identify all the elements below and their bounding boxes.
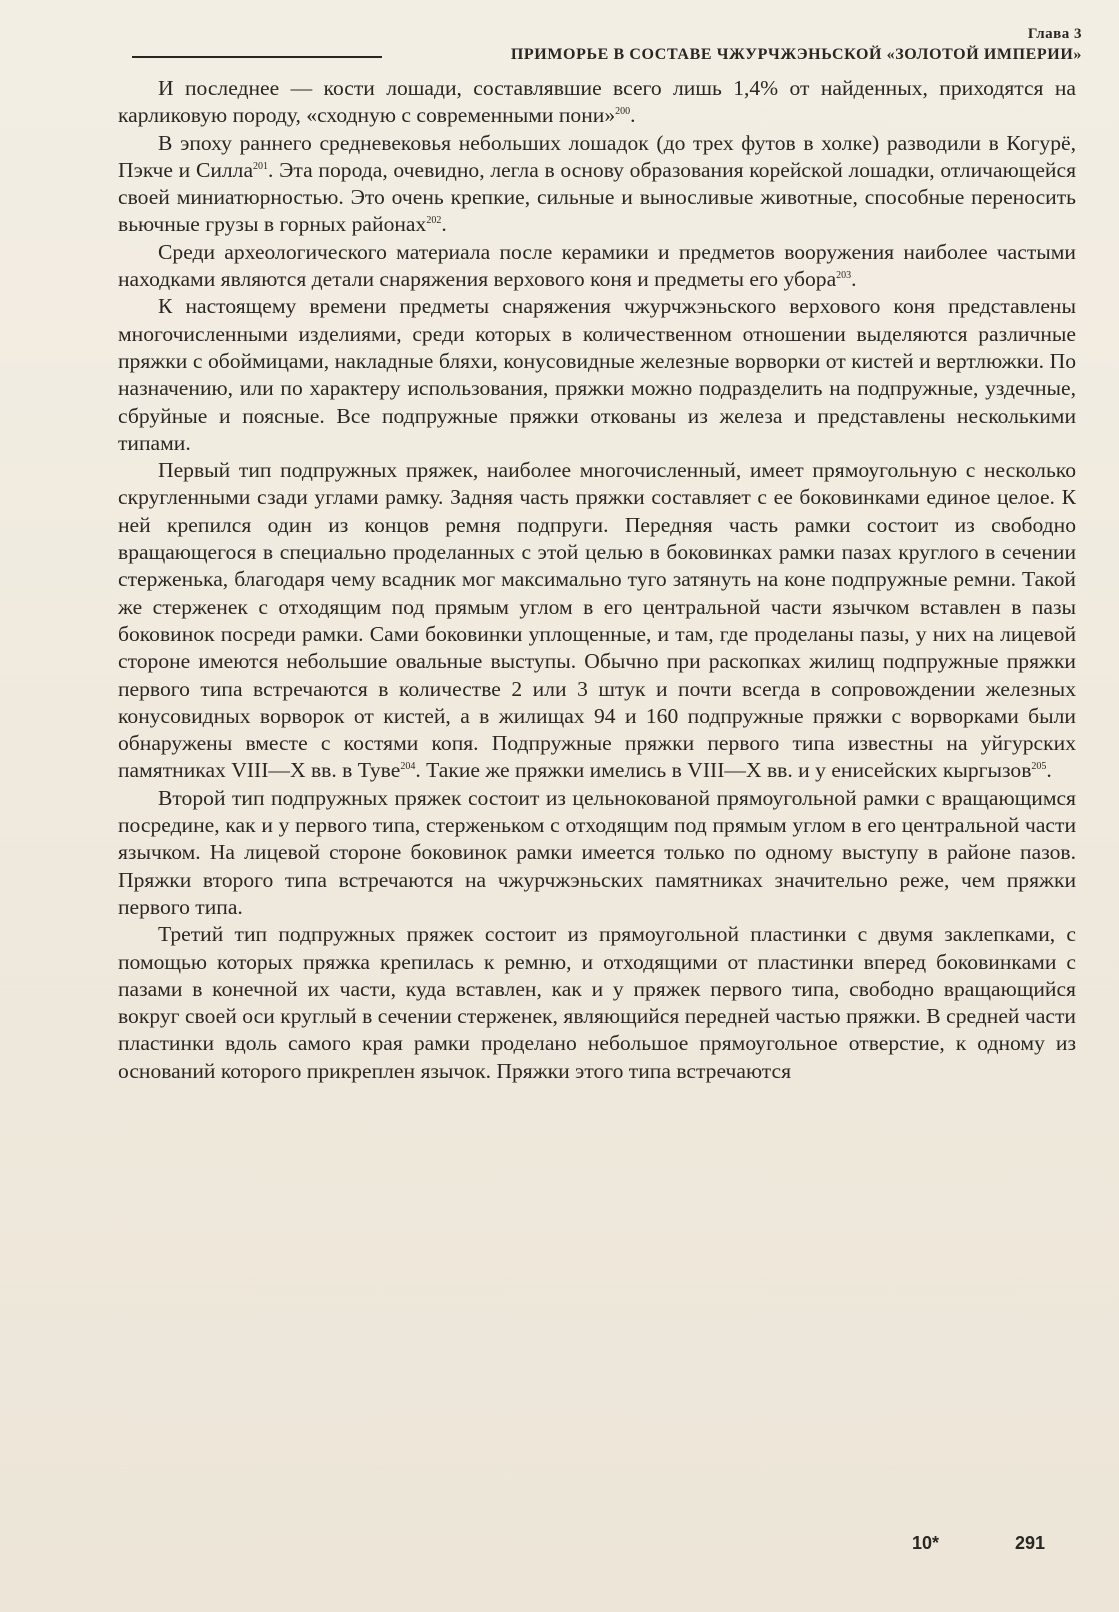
running-title: ПРИМОРЬЕ В СОСТАВЕ ЧЖУРЧЖЭНЬСКОЙ «ЗОЛОТОЙ ИМПЕРИИ»: [510, 46, 1082, 63]
paragraph: В эпоху раннего средневековья небольших лошадок (до трех футов в холке) разводили в Когурё, Пэкче и Силла$^{201}$. Эта порода, очевидно, легла в основу образования корейской лошадки, отличающейся своей миниатюрностью. Это очень крепкие, сильные и выносливые животные, способные переносить вьючные грузы в горных районах$^{202}$.: [118, 130, 1077, 237]
chapter-label: Глава 3: [1027, 26, 1082, 42]
footnote-ref: 204: [400, 761, 416, 773]
paragraph: Среди археологического материала после керамики и предметов вооружения наиболее частыми находками являются детали снаряжения верхового коня и предметы его убора$^{203}$.: [118, 239, 1076, 292]
body-text: [118, 75, 1076, 1085]
paragraph: Второй тип подпружных пряжек состоит из цельнокованой прямоугольной рамки с вращающимся посредине, как и у первого типа, стерженьком с отходящим под прямым углом в его центральной части язычком. На лицевой стороне боковинок рамки имеется только по одному выступу в районе пазов. Пряжки второго типа встречаются на чжурчжэньских памятниках значительно реже, чем пряжки первого типа.: [118, 785, 1076, 919]
page-number: 291: [1015, 1533, 1046, 1553]
footnote-ref: 201: [253, 160, 269, 172]
paragraph: Третий тип подпружных пряжек состоит из прямоугольной пластинки с двумя заклепками, с помощью которых пряжка крепилась к ремню, и отходящими от пластинки вперед боковинками с пазами в конечной их части, куда вставлен, как и у пряжек первого типа, свободно вращающийся вокруг своей оси круглый в сечении стерженек, являющийся передней частью пряжки. В средней части пластинки вдоль самого края рамки проделано небольшое прямоугольное отверстие, к одному из оснований которого прикреплен язычок. Пряжки этого типа встречаются: [118, 922, 1076, 1083]
paragraph: И последнее — кости лошади, составлявшие всего лишь 1,4% от найденных, приходятся на карликовую породу, «сходную с современными пони»$^{200}$.: [118, 76, 1076, 128]
footnote-ref: 203: [836, 269, 852, 281]
footnote-ref: 202: [426, 215, 442, 227]
footnote-ref: 200: [615, 106, 631, 118]
page-header: [132, 22, 1082, 68]
footnote-ref: 205: [1031, 761, 1047, 773]
signature-mark: 10*: [912, 1533, 940, 1553]
header-rule: [132, 56, 382, 58]
paragraph: К настоящему времени предметы снаряжения чжурчжэньского верхового коня представлены многочисленными изделиями, среди которых в количественном отношении выделяются различные пряжки с обоймицами, накладные бляхи, конусовидные железные ворворки от кистей и вертлюжки. По назначению, или по характеру использования, пряжки можно подразделить на подпружные, уздечные, сбруйные и поясные. Все подпружные пряжки откованы из железа и представлены несколькими типами.: [118, 294, 1076, 455]
paragraph: Первый тип подпружных пряжек, наиболее многочисленный, имеет прямоугольную с несколько скругленными сзади углами рамку. Задняя часть пряжки составляет с ее боковинками единое целое. К ней крепился один из концов ремня подпруги. Передняя часть рамки состоит из свободно вращающегося в специально проделанных с этой целью в боковинках рамки пазах круглого в сечении стерженька, благодаря чему всадник мог максимально туго затянуть на коне подпружные ремни. Такой же стерженек с отходящим под прямым углом в его центральной части язычком вставлен в пазы боковинок посреди рамки. Сами боковинки уплощенные, и там, где проделаны пазы, у них на лицевой стороне имеются небольшие овальные выступы. Обычно при раскопках жилищ подпружные пряжки первого типа встречаются в количестве 2 или 3 штук и почти всегда в сопровождении железных конусовидных ворворок от кистей, а в жилищах 94 и 160 подпружные пряжки с ворворками были обнаружены вместе с костями копя. Подпружные пряжки первого типа известны на уйгурских памятниках VIII—X вв. в Туве$^{204}$. Такие же пряжки имелись в VIII—X вв. и у енисейских кыргызов$^{205}$.: [118, 458, 1076, 783]
